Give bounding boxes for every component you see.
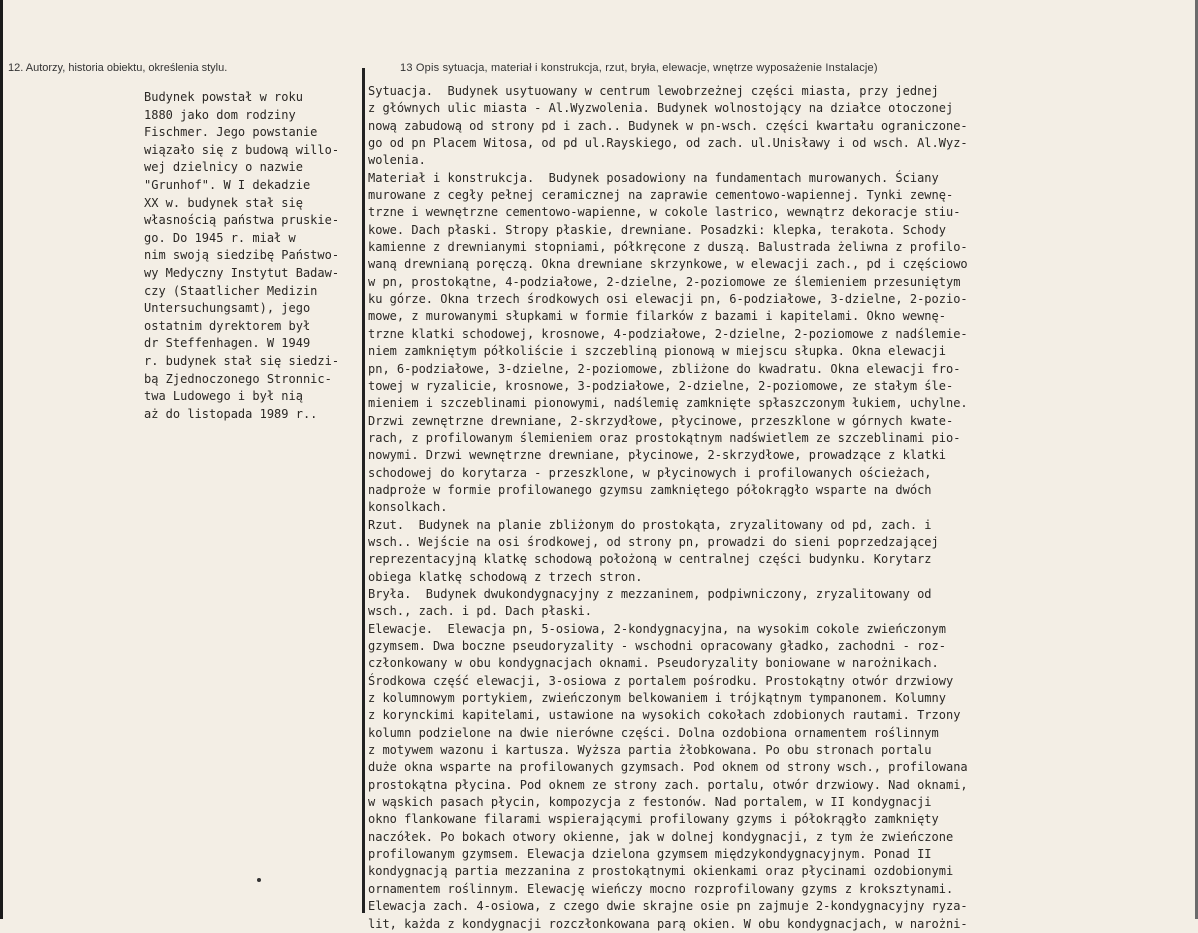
description-line: z korynckimi kapitelami, ustawione na wysokich cokołach zdobionych rautami. Trzony xyxy=(368,708,961,723)
description-line: Bryła. Budynek dwukondygnacyjny z mezzaninem, podpiwniczony, zryzalitowany od xyxy=(368,586,932,601)
description-line: wolenia. xyxy=(368,153,426,168)
description-line: go od pn Placem Witosa, od pd ul.Rayskiego, od zach. ul.Unisławy i od wsch. Al.Wyz- xyxy=(368,136,968,151)
description-line: Materiał i konstrukcja. Budynek posadowiony na fundamentach murowanych. Ściany xyxy=(368,170,939,185)
description-line: trzne klatki schodowej, krosnowe, 4-podziałowe, 2-dzielne, 2-poziomowe z nadślemie- xyxy=(368,326,968,341)
history-line: twa Ludowego i był nią xyxy=(144,389,303,404)
description-line: mieniem i szczeblinami pionowymi, nadślemię zamknięte spłaszczonym łukiem, uchylne. xyxy=(368,396,968,411)
description-line: z kolumnowym portykiem, zwieńczonym belkowaniem i trójkątnym tympanonem. Kolumny xyxy=(368,691,946,706)
description-line: wsch., zach. i pd. Dach płaski. xyxy=(368,604,592,619)
description-line: mowe, z murowanymi słupkami w formie filarków z bazami i kapitelami. Okno wewnę- xyxy=(368,309,946,324)
history-line: Untersuchungsamt), jego xyxy=(144,301,311,316)
history-line: wiązało się z budową willo- xyxy=(144,142,340,157)
description-line: murowane z cegły pełnej ceramicznej na zaprawie cementowo-wapiennej. Tynki zewnę- xyxy=(368,188,954,203)
description-line: Drzwi zewnętrzne drewniane, 2-skrzydłowe, płycinowe, przeszklone w górnych kwate- xyxy=(368,413,954,428)
history-line: wej dzielnicy o nazwie xyxy=(144,160,303,175)
description-line: konsolkach. xyxy=(368,500,448,515)
description-line: schodowej do korytarza - przeszklone, w płycinowych i profilowanych ościeżach, xyxy=(368,465,932,480)
history-line: 1880 jako dom rodziny xyxy=(144,107,296,122)
description-line: duże okna wsparte na profilowanych gzymsach. Pod oknem od strony wsch., profilowana xyxy=(368,760,968,775)
column-divider xyxy=(362,68,365,913)
description-line: gzymsem. Dwa boczne pseudoryzality - wschodni opracowany gładko, zachodni - roz- xyxy=(368,639,946,653)
description-line: okno flankowane filarami wspierającymi profilowany gzyms i półokrągło zamknięty xyxy=(368,812,939,827)
description-line: w pn, prostokątne, 4-podziałowe, 2-dzielne, 2-poziomowe ze ślemieniem przesuniętym xyxy=(368,274,961,289)
history-line: ostatnim dyrektorem był xyxy=(144,318,311,333)
history-line: go. Do 1945 r. miał w xyxy=(144,230,296,245)
ink-dot xyxy=(257,878,261,882)
history-line: "Grunhof". W I dekadzie xyxy=(144,177,311,192)
description-line: lit, każda z kondygnacji rozczłonkowana parą okien. W obu kondygnacjach, w narożni- xyxy=(368,916,968,931)
description-line: pn, 6-podziałowe, 3-dzielne, 2-poziomowe, zbliżone do kwadratu. Okna elewacji fro- xyxy=(368,361,961,376)
description-line: obiega klatkę schodową z trzech stron. xyxy=(368,569,643,584)
description-line: z głównych ulic miasta - Al.Wyzwolenia. Budynek wolnostojący na działce otoczonej xyxy=(368,101,954,116)
description-column xyxy=(368,83,1194,933)
page-left-edge xyxy=(0,0,3,919)
history-line: aż do listopada 1989 r.. xyxy=(144,406,318,421)
description-line: towej w ryzalicie, krosnowe, 3-podziałowe, 2-dzielne, 2-poziomowe, ze stałym śle- xyxy=(368,378,954,393)
description-line: prostokątna płycina. Pod oknem ze strony zach. portalu, otwór drzwiowy. Nad oknami, xyxy=(368,777,968,792)
description-line: Rzut. Budynek na planie zbliżonym do prostokąta, zryzalitowany od pd, zach. i xyxy=(368,517,932,532)
description-line: wsch.. Wejście na osi środkowej, od strony pn, prowadzi do sieni poprzedzającej xyxy=(368,534,939,549)
description-line: rach, z profilowanym ślemieniem oraz prostokątnym nadświetlem ze szczeblinami pio- xyxy=(368,430,961,445)
description-line: ornamentem roślinnym. Elewację wieńczy mocno rozprofilowany gzyms z kroksztynami. xyxy=(368,881,954,896)
description-line: Elewacje. Elewacja pn, 5-osiowa, 2-kondygnacyjna, na wysokim cokole zwieńczonym xyxy=(368,621,946,636)
description-line: niem zamkniętym półkoliście i szczebliną pionową w miejscu słupka. Okna elewacji xyxy=(368,344,946,359)
description-line: kondygnacją partia mezzanina z prostokątnymi okienkami oraz płycinami ozdobionymi xyxy=(368,864,954,879)
section-13-header: 13 Opis sytuacja, materiał i konstrukcja, rzut, bryła, elewacje, wnętrze wyposażenie Instalacje) xyxy=(400,62,878,74)
description-line: nową zabudową od strony pd i zach.. Budynek w pn-wsch. części kwartału ograniczone- xyxy=(368,118,968,133)
description-line: kolumn podzielone na dwie nierówne części. Dolna ozdobiona ornamentem roślinnym xyxy=(368,725,939,740)
description-line: członkowany w obu kondygnacjach oknami. Pseudoryzality boniowane w narożnikach. xyxy=(368,656,939,671)
history-line: wy Medyczny Instytut Badaw- xyxy=(144,265,340,280)
description-line: ku górze. Okna trzech środkowych osi elewacji pn, 6-podziałowe, 3-dzielne, 2-pozio- xyxy=(368,292,968,307)
history-line: nim swoją siedzibę Państwo- xyxy=(144,248,340,263)
description-line: nadproże w formie profilowanego gzymsu zamkniętego półokrągło wsparte na dwóch xyxy=(368,482,932,497)
history-line: czy (Staatlicher Medizin xyxy=(144,283,318,298)
description-line: naczółek. Po bokach otwory okienne, jak w dolnej kondygnacji, z tym że zwieńczone xyxy=(368,829,954,844)
history-column xyxy=(144,89,358,423)
description-line: profilowanym gzymsem. Elewacja dzielona gzymsem międzykondygnacyjnym. Ponad II xyxy=(368,847,932,862)
description-line: Elewacja zach. 4-osiowa, z czego dwie skrajne osie pn zajmuje 2-kondygnacyjny ryza- xyxy=(368,899,968,914)
history-line: bą Zjednoczonego Stronnic- xyxy=(144,371,332,386)
description-line: trzne i wewnętrzne cementowo-wapienne, w cokole lastrico, wewnątrz dekoracje stiu- xyxy=(368,205,961,220)
history-line: XX w. budynek stał się xyxy=(144,195,303,210)
description-line: kamienne z drewnianymi stopniami, półkręcone z duszą. Balustrada żeliwna z profilo- xyxy=(368,240,968,255)
history-line: r. budynek stał się siedzi- xyxy=(144,353,340,368)
history-line: Budynek powstał w roku xyxy=(144,90,303,104)
history-line: dr Steffenhagen. W 1949 xyxy=(144,336,311,351)
description-line: nowymi. Drzwi wewnętrzne drewniane, płycinowe, 2-skrzydłowe, prowadzące z klatki xyxy=(368,448,946,463)
history-line: Fischmer. Jego powstanie xyxy=(144,125,318,140)
description-line: kowe. Dach płaski. Stropy płaskie, drewniane. Posadzki: klepka, terakota. Schody xyxy=(368,222,946,237)
description-line: z motywem wazonu i kartusza. Wyższa partia żłobkowana. Po obu stronach portalu xyxy=(368,743,932,758)
description-line: reprezentacyjną klatkę schodową położoną w centralnej części budynku. Korytarz xyxy=(368,552,932,567)
section-12-header: 12. Autorzy, historia obiektu, określenia stylu. xyxy=(8,62,228,74)
description-line: w wąskich pasach płycin, kompozycja z festonów. Nad portalem, w II kondygnacji xyxy=(368,795,932,810)
history-line: własnością państwa pruskie- xyxy=(144,213,340,228)
description-line: waną drewnianą poręczą. Okna drewniane skrzynkowe, w elewacji zach., pd i częściowo xyxy=(368,257,968,272)
description-line: Sytuacja. Budynek usytuowany w centrum lewobrzeżnej części miasta, przy jednej xyxy=(368,84,939,98)
description-line: Środkowa część elewacji, 3-osiowa z portalem pośrodku. Prostokątny otwór drzwiowy xyxy=(368,673,954,688)
